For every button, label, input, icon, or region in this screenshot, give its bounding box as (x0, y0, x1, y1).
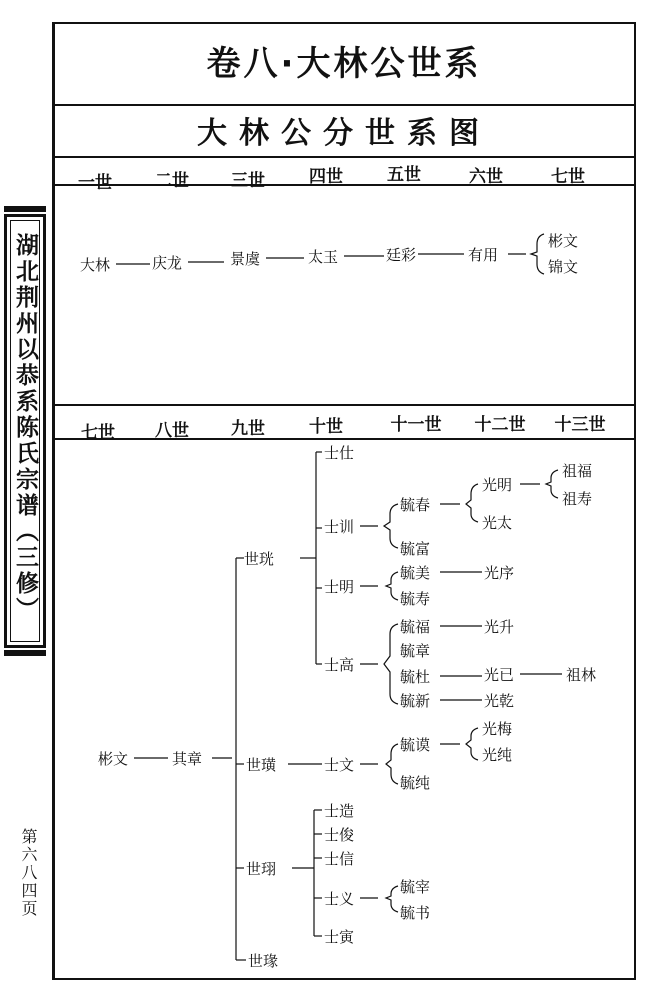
person-node: 士文 (324, 756, 355, 774)
person-node: 世瑑 (248, 952, 279, 970)
generation-label: 六世 (469, 167, 503, 187)
person-node: 毓纯 (400, 774, 431, 792)
generation-label: 二世 (155, 171, 189, 191)
person-node: 彬文 (548, 232, 579, 250)
person-node: 光明 (482, 476, 513, 494)
generation-label: 十二世 (474, 415, 526, 435)
person-node: 毓美 (400, 564, 431, 582)
person-node: 士仕 (324, 444, 355, 462)
person-node: 世珝 (246, 860, 277, 878)
generation-label: 五世 (387, 165, 421, 185)
generation-label: 七世 (551, 167, 585, 187)
page-number: 第六八四页 (19, 828, 38, 918)
person-node: 士明 (324, 578, 355, 596)
person-node: 毓寿 (400, 590, 431, 608)
person-node: 光乾 (484, 692, 515, 710)
person-node: 廷彩 (386, 246, 417, 264)
generation-label: 四世 (309, 167, 343, 187)
generation-label: 九世 (231, 419, 265, 439)
person-node: 庆龙 (152, 254, 183, 272)
person-node: 祖寿 (562, 490, 593, 508)
person-node: 毓福 (400, 618, 431, 636)
person-node: 毓富 (400, 540, 431, 558)
person-node: 其章 (172, 750, 203, 768)
generation-label: 一世 (78, 173, 112, 193)
person-node: 士义 (324, 890, 355, 908)
person-node: 世璜 (246, 756, 277, 774)
person-node: 锦文 (548, 258, 579, 276)
generation-label: 十三世 (554, 415, 606, 435)
person-node: 士造 (324, 802, 355, 820)
person-node: 毓书 (400, 904, 431, 922)
person-node: 太玉 (308, 248, 339, 266)
person-node: 彬文 (98, 750, 129, 768)
person-node: 景虞 (230, 250, 261, 268)
person-node: 毓杜 (400, 668, 431, 686)
chart-subtitle: 大林公分世系图 (197, 116, 491, 151)
person-node: 光已 (484, 666, 515, 684)
person-node: 士信 (324, 850, 355, 868)
generation-label: 八世 (155, 421, 189, 441)
person-node: 士高 (324, 656, 355, 674)
person-node: 光序 (484, 564, 515, 582)
person-node: 毓春 (400, 496, 431, 514)
person-node: 光纯 (482, 746, 513, 764)
person-node: 士寅 (324, 928, 355, 946)
person-node: 士训 (324, 518, 355, 536)
page-title: 卷八·大林公世系 (206, 44, 482, 84)
person-node: 大林 (80, 256, 111, 274)
person-node: 毓新 (400, 692, 431, 710)
person-node: 世珖 (244, 550, 275, 568)
person-node: 有用 (468, 246, 499, 264)
person-node: 毓谟 (400, 736, 431, 754)
generation-label: 三世 (231, 171, 265, 191)
person-node: 祖林 (566, 666, 597, 684)
person-node: 光升 (484, 618, 515, 636)
generation-label: 十一世 (390, 415, 442, 435)
person-node: 毓宰 (400, 878, 431, 896)
person-node: 祖福 (562, 462, 593, 480)
person-node: 光梅 (482, 720, 513, 738)
person-node: 光太 (482, 514, 513, 532)
sidebar-book-title: 湖北荆州以恭系陈氏宗谱（三修） (12, 233, 39, 623)
generation-label: 十世 (309, 417, 343, 437)
person-node: 士俊 (324, 826, 355, 844)
person-node: 毓章 (400, 642, 431, 660)
generation-label: 七世 (81, 423, 115, 443)
